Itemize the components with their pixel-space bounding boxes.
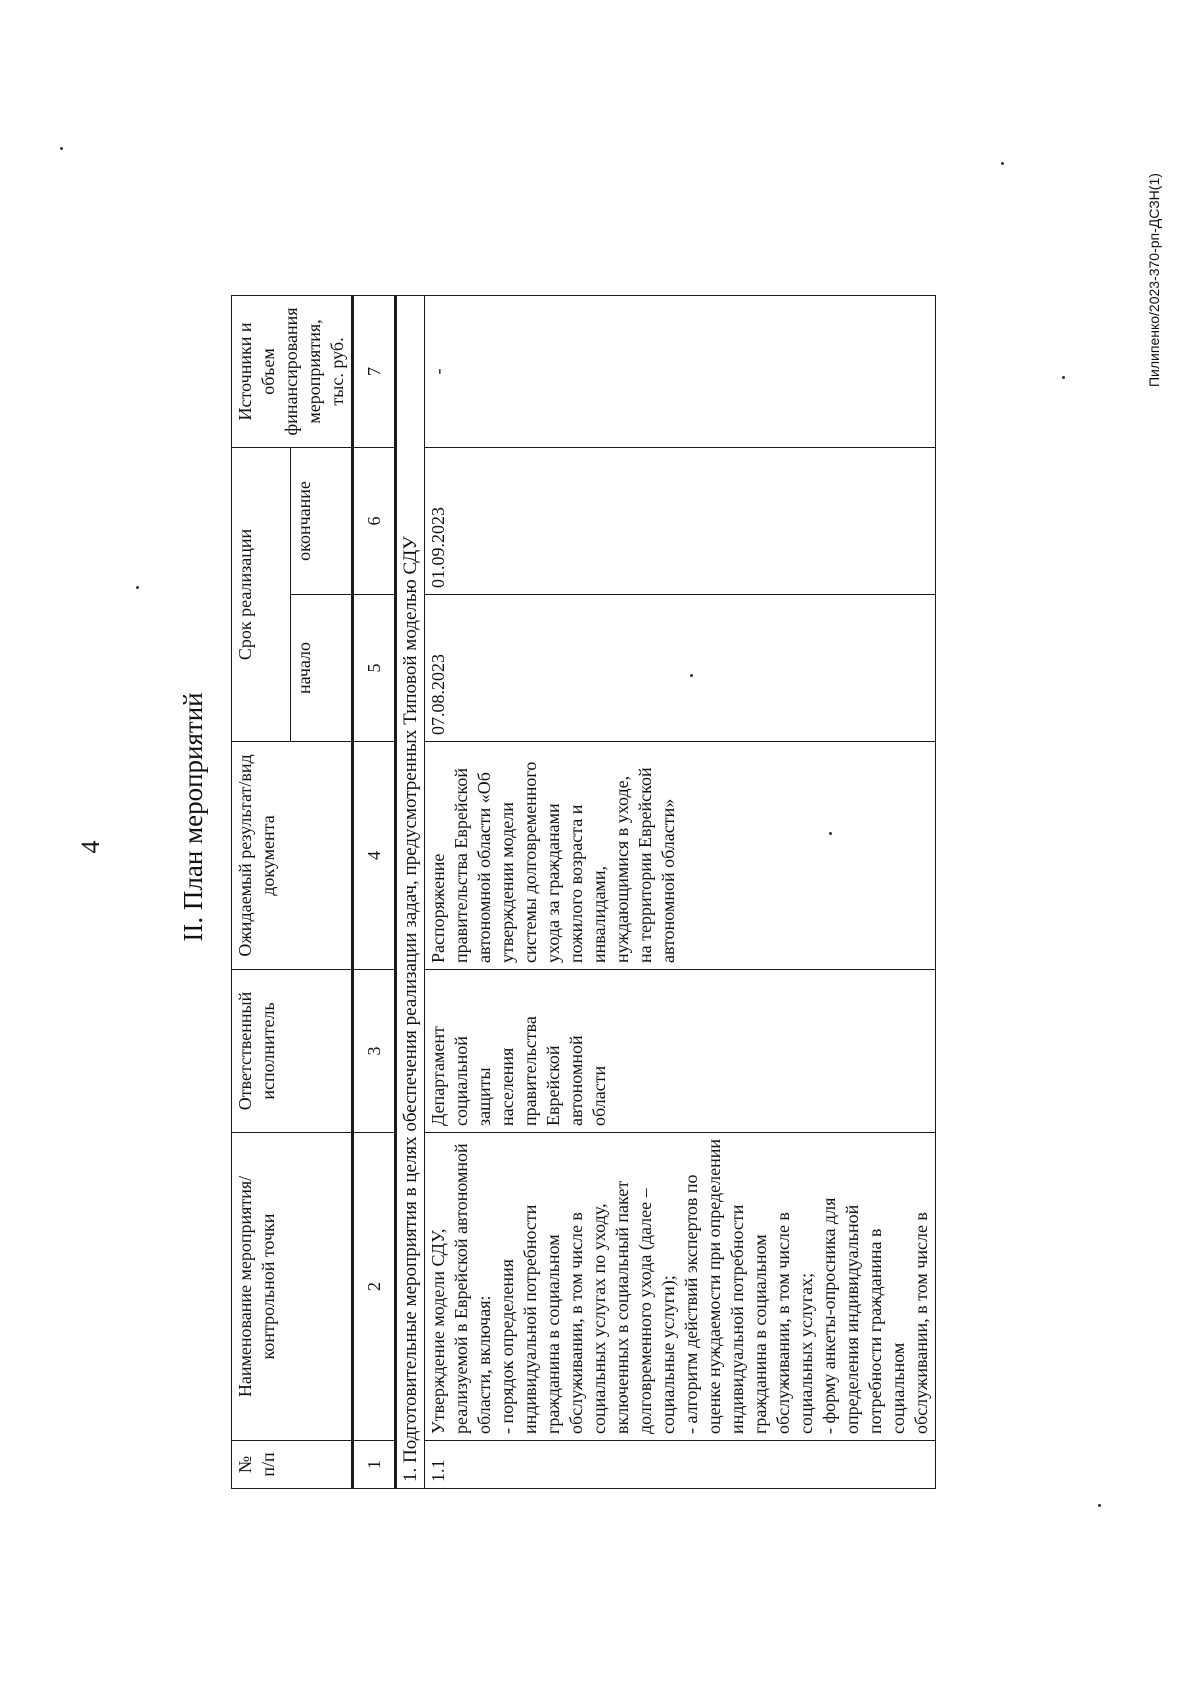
plan-table <box>231 27 936 1489</box>
text-line: утверждении модели <box>497 802 517 963</box>
text-line: гражданина в социальном <box>543 1234 563 1434</box>
text-line: индивидуальной потребности <box>520 1204 540 1434</box>
column-number: 7 <box>353 295 396 447</box>
text-line: защиты <box>474 1067 494 1126</box>
row-number: 1.1 <box>425 1441 936 1489</box>
column-number: 4 <box>353 742 396 970</box>
text-line: социальной <box>451 1036 471 1126</box>
scan-speck <box>60 147 63 150</box>
header-result: Ожидаемый результат/вид документа <box>232 742 353 970</box>
text-line: индивидуальной потребности <box>727 1204 747 1434</box>
text-line: на территории Еврейской <box>635 767 655 963</box>
header-executor: Ответственный исполнитель <box>232 970 353 1133</box>
text-line: определения индивидуальной <box>842 1204 862 1434</box>
text-line: правительства <box>520 1016 540 1126</box>
text-line: населения <box>497 1047 517 1126</box>
header-start: начало <box>291 595 353 742</box>
text-line: социальных услугах; <box>796 1272 816 1434</box>
page-number: 4 <box>76 840 105 854</box>
text-line: - алгоритм действий экспертов по <box>681 1174 701 1434</box>
text-line: области <box>589 1065 609 1126</box>
text-line: Распоряжение <box>428 853 448 963</box>
scan-speck <box>1062 376 1065 379</box>
text-line: Еврейской <box>543 1045 563 1126</box>
column-number: 2 <box>353 1133 396 1441</box>
column-number: 6 <box>353 447 396 594</box>
text-line: гражданина в социальном <box>750 1234 770 1434</box>
text-line: Утверждение модели СДУ, <box>428 1228 448 1434</box>
section-title: II. План мероприятий <box>178 692 208 942</box>
section-heading: 1. Подготовительные мероприятия в целях обеспечения реализации задач, предусмотренных Типовой моделью СДУ <box>396 295 425 1488</box>
header-financing: Источники и объем финансирования мероприятия, тыс. руб. <box>232 295 353 447</box>
row-financing: - <box>425 295 936 447</box>
text-line: социальные услуги); <box>658 1275 678 1434</box>
text-line: автономной <box>566 1035 586 1126</box>
text-line: включенных в социальный пакет <box>612 1180 632 1434</box>
text-line: долговременного ухода (далее – <box>635 1188 655 1434</box>
header-period: Срок реализации <box>232 447 291 741</box>
text-line: потребности гражданина в социальном <box>865 1228 908 1434</box>
text-line: - порядок определения <box>497 1259 517 1434</box>
text-line: оценке нуждаемости при определении <box>704 1138 724 1434</box>
text-line: системы долговременного <box>520 761 540 963</box>
text-line: пожилого возраста и <box>566 804 586 963</box>
text-line: обслуживании, в том числе в <box>911 1212 931 1434</box>
header-number: № п/п <box>232 1441 353 1489</box>
text-line: - форму анкеты-опросника для <box>819 1197 839 1434</box>
table-margin <box>232 27 936 295</box>
text-line: Департамент <box>428 1026 448 1126</box>
text-line: социальных услугах по уходу, <box>589 1203 609 1434</box>
scan-speck <box>136 586 139 589</box>
text-line: правительства Еврейской <box>451 768 471 963</box>
text-line: обслуживании, в том числе в <box>566 1212 586 1434</box>
row-name <box>425 1133 936 1441</box>
header-end: окончание <box>291 447 353 594</box>
column-number: 3 <box>353 970 396 1133</box>
text-line: обслуживании, в том числе в <box>773 1212 793 1434</box>
text-line: реализуемой в Еврейской автономной <box>451 1143 471 1434</box>
header-row <box>232 27 291 1488</box>
column-number: 1 <box>353 1441 396 1489</box>
row-start-date: 07.08.2023 <box>425 595 936 742</box>
scan-speck <box>690 674 693 677</box>
row-result <box>425 742 936 970</box>
text-line: инвалидами, <box>589 866 609 963</box>
row-executor <box>425 970 936 1133</box>
scan-speck <box>829 832 832 835</box>
footer-document-code: Пилипенко/2023-370-рп-ДСЗН(1) <box>1146 173 1162 387</box>
text-line: автономной области» <box>658 798 678 963</box>
scan-speck <box>1098 1504 1101 1507</box>
scan-speck <box>1001 162 1004 165</box>
header-name: Наименование мероприятия/контрольной точки <box>232 1133 353 1441</box>
text-line: области, включая: <box>474 1295 494 1434</box>
row-end-date: 01.09.2023 <box>425 447 936 594</box>
text-line: автономной области «Об <box>474 772 494 963</box>
column-number: 5 <box>353 595 396 742</box>
text-line: нуждающимися в уходе, <box>612 775 632 963</box>
text-line: ухода за гражданами <box>543 803 563 963</box>
